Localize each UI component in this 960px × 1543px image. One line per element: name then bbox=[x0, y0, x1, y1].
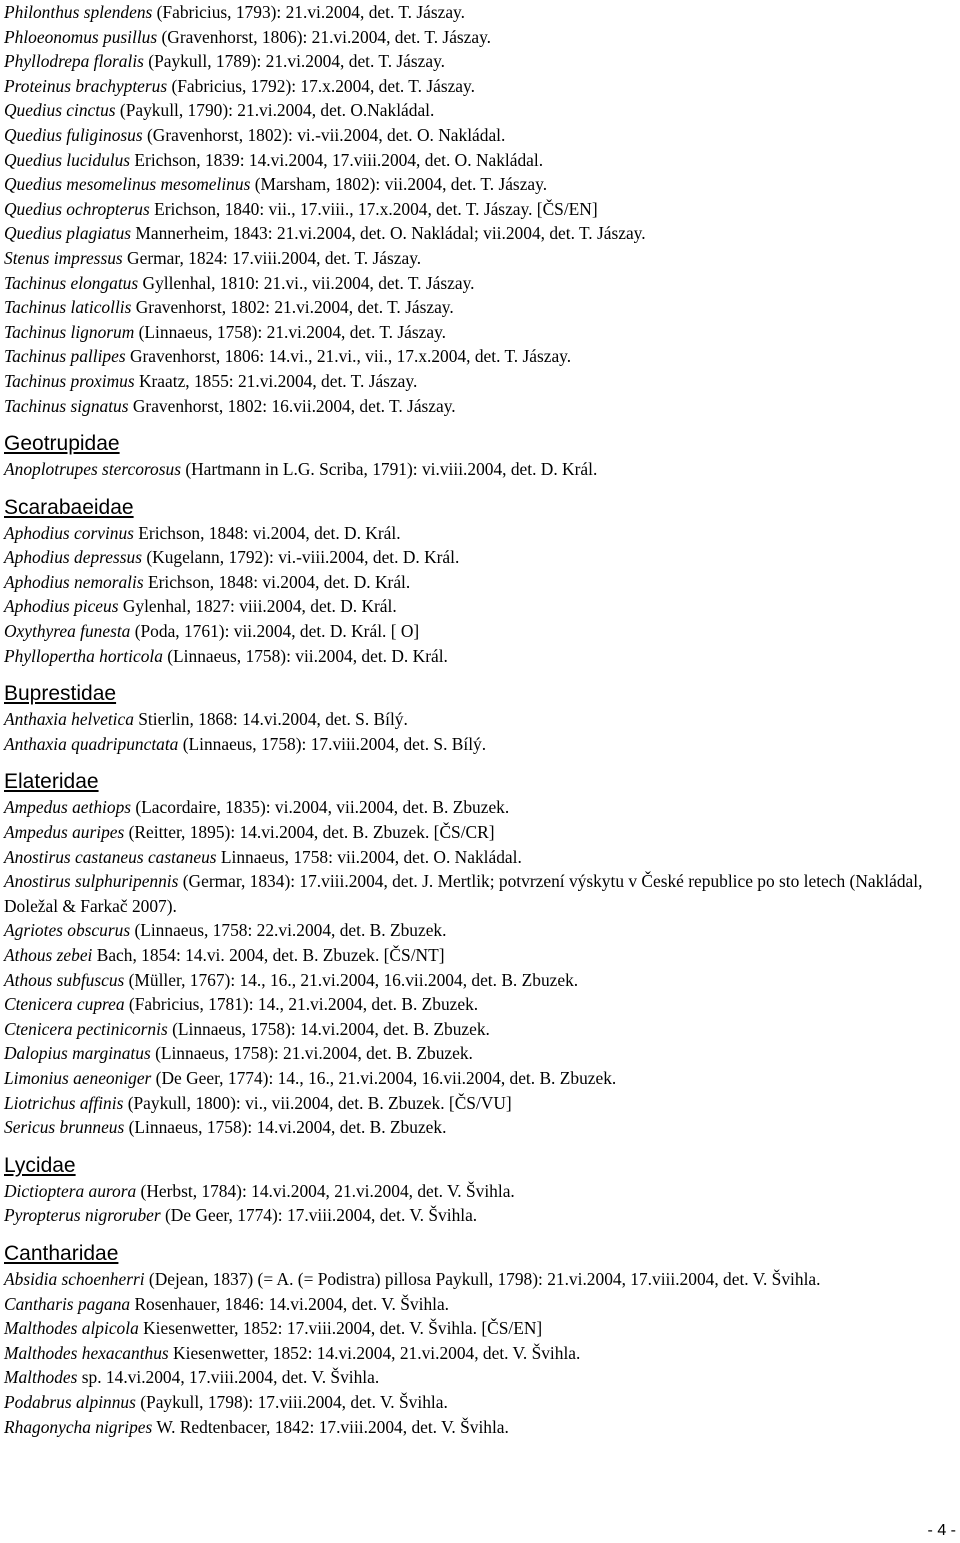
species-name: Proteinus brachypterus bbox=[4, 75, 168, 96]
record-details: sp. 14.vi.2004, 17.viii.2004, det. V. Švihla. bbox=[77, 1367, 380, 1388]
record-details: Gravenhorst, 1802: 21.vi.2004, det. T. Jászay. bbox=[131, 297, 454, 318]
species-name: Athous zebei bbox=[4, 945, 93, 965]
species-record bbox=[4, 1267, 959, 1292]
record-details: (Hartmann in L.G. Scriba, 1791): vi.viii.2004, det. D. Král. bbox=[180, 459, 598, 480]
record-details: (Poda, 1761): vii.2004, det. D. Král. [ O] bbox=[130, 621, 420, 642]
page-number: - 4 - bbox=[927, 1522, 956, 1539]
record-details: (Fabricius, 1793): 21.vi.2004, det. T. Jászay. bbox=[152, 2, 465, 22]
species-name: Agriotes obscurus bbox=[4, 920, 131, 941]
species-name: Oxythyrea funesta bbox=[4, 621, 131, 642]
species-record bbox=[4, 795, 959, 820]
record-details: (Linnaeus, 1758): 21.vi.2004, det. B. Zbuzek. bbox=[150, 1043, 473, 1064]
species-record bbox=[4, 344, 959, 369]
record-details: Mannerheim, 1843: 21.vi.2004, det. O. Nakládal; vii.2004, det. T. Jászay. bbox=[131, 223, 646, 244]
species-record bbox=[4, 820, 959, 845]
record-details: (Herbst, 1784): 14.vi.2004, 21.vi.2004, det. V. Švihla. bbox=[136, 1180, 515, 1201]
family-section bbox=[4, 496, 959, 669]
species-name: Tachinus proximus bbox=[4, 370, 135, 391]
species-name: Tachinus elongatus bbox=[4, 272, 139, 293]
species-record bbox=[4, 992, 959, 1017]
family-heading: Elateridae bbox=[4, 770, 99, 794]
record-details: Rosenhauer, 1846: 14.vi.2004, det. V. Švihla. bbox=[130, 1293, 450, 1314]
species-record bbox=[4, 221, 959, 246]
species-name: Pyropterus nigroruber bbox=[4, 1205, 161, 1226]
family-section bbox=[4, 1154, 959, 1228]
species-name: Malthodes bbox=[4, 1367, 78, 1388]
record-details: Gylenhal, 1827: viii.2004, det. D. Král. bbox=[118, 596, 397, 617]
species-record bbox=[4, 148, 959, 173]
species-name: Athous subfuscus bbox=[4, 969, 125, 990]
species-record bbox=[4, 545, 959, 570]
record-details: (Lacordaire, 1835): vi.2004, vii.2004, det. B. Zbuzek. bbox=[131, 797, 510, 818]
species-record bbox=[4, 394, 959, 419]
species-name: Podabrus alpinnus bbox=[4, 1391, 136, 1412]
family-heading: Buprestidae bbox=[4, 682, 117, 706]
species-name: Ctenicera pectinicornis bbox=[4, 1018, 168, 1039]
species-name: Malthodes hexacanthus bbox=[4, 1342, 169, 1363]
family-section bbox=[4, 770, 959, 1139]
document-page bbox=[4, 0, 959, 1439]
species-name: Anostirus castaneus castaneus bbox=[4, 846, 217, 867]
record-details: (Linnaeus, 1758): 21.vi.2004, det. T. Jászay. bbox=[134, 321, 446, 342]
record-details: (De Geer, 1774): 14., 16., 21.vi.2004, 16.vii.2004, det. B. Zbuzek. bbox=[151, 1067, 617, 1088]
species-name: Ampedus aethiops bbox=[4, 797, 132, 818]
record-details: Erichson, 1840: vii., 17.viii., 17.x.2004, det. T. Jászay. [ČS/EN] bbox=[149, 198, 598, 219]
family-heading: Cantharidae bbox=[4, 1241, 119, 1265]
record-details: Germar, 1824: 17.viii.2004, det. T. Jászay. bbox=[122, 247, 422, 268]
species-name: Phyllopertha horticola bbox=[4, 645, 163, 666]
species-name: Tachinus laticollis bbox=[4, 297, 132, 318]
species-record bbox=[4, 570, 959, 595]
species-name: Aphodius nemoralis bbox=[4, 571, 144, 592]
record-details: Kiesenwetter, 1852: 17.viii.2004, det. V. Švihla. [ČS/EN] bbox=[138, 1318, 543, 1339]
species-record bbox=[4, 246, 959, 271]
record-details: (Fabricius, 1792): 17.x.2004, det. T. Jászay. bbox=[167, 75, 475, 96]
family-heading: Lycidae bbox=[4, 1153, 76, 1177]
species-name: Cantharis pagana bbox=[4, 1293, 131, 1314]
species-record bbox=[4, 197, 959, 222]
species-name: Aphodius piceus bbox=[4, 596, 119, 617]
record-details: (Kugelann, 1792): vi.-viii.2004, det. D. Král. bbox=[142, 547, 460, 568]
family-section bbox=[4, 1242, 959, 1439]
species-name: Phyllodrepa floralis bbox=[4, 51, 144, 72]
family-heading: Geotrupidae bbox=[4, 432, 120, 456]
species-record bbox=[4, 271, 959, 296]
record-details: Gravenhorst, 1802: 16.vii.2004, det. T. Jászay. bbox=[128, 395, 456, 416]
species-record bbox=[4, 1365, 959, 1390]
species-name: Anthaxia helvetica bbox=[4, 709, 134, 730]
record-details: (Reitter, 1895): 14.vi.2004, det. B. Zbuzek. [ČS/CR] bbox=[124, 822, 495, 843]
species-record bbox=[4, 49, 959, 74]
species-record bbox=[4, 943, 959, 968]
species-name: Quedius cinctus bbox=[4, 100, 116, 121]
species-record bbox=[4, 521, 959, 546]
species-name: Quedius mesomelinus mesomelinus bbox=[4, 174, 251, 195]
family-heading: Scarabaeidae bbox=[4, 495, 134, 519]
species-name: Liotrichus affinis bbox=[4, 1092, 124, 1113]
species-name: Ctenicera cuprea bbox=[4, 994, 125, 1015]
species-name: Anthaxia quadripunctata bbox=[4, 733, 179, 754]
species-record bbox=[4, 457, 959, 482]
species-name: Anostirus sulphuripennis bbox=[4, 871, 179, 892]
record-details: (Linnaeus, 1758): 14.vi.2004, det. B. Zbuzek. bbox=[124, 1117, 447, 1138]
record-details: (Fabricius, 1781): 14., 21.vi.2004, det. B. Zbuzek. bbox=[124, 994, 479, 1015]
record-details: Kiesenwetter, 1852: 14.vi.2004, 21.vi.2004, det. V. Švihla. bbox=[168, 1342, 581, 1363]
species-record bbox=[4, 369, 959, 394]
species-name: Aphodius depressus bbox=[4, 547, 142, 568]
record-details: (Dejean, 1837) (= A. (= Podistra) pillosa Paykull, 1798): 21.vi.2004, 17.viii.2004, det. V. Švihla. bbox=[144, 1268, 821, 1289]
record-details: (Linnaeus, 1758): 17.viii.2004, det. S. Bílý. bbox=[178, 733, 487, 754]
record-details: Kraatz, 1855: 21.vi.2004, det. T. Jászay. bbox=[134, 370, 418, 391]
record-details: (Linnaeus, 1758): vii.2004, det. D. Král. bbox=[162, 645, 448, 666]
record-details: (Marsham, 1802): vii.2004, det. T. Jászay. bbox=[250, 174, 548, 195]
species-record bbox=[4, 732, 959, 757]
species-name: Aphodius corvinus bbox=[4, 522, 134, 543]
species-record bbox=[4, 1091, 959, 1116]
species-name: Absidia schoenherri bbox=[4, 1268, 145, 1289]
record-details: (Gravenhorst, 1806): 21.vi.2004, det. T. Jászay. bbox=[157, 26, 492, 47]
record-details: Bach, 1854: 14.vi. 2004, det. B. Zbuzek. [ČS/NT] bbox=[92, 945, 445, 965]
species-record bbox=[4, 968, 959, 993]
species-name: Philonthus splendens bbox=[4, 2, 153, 22]
species-record bbox=[4, 1017, 959, 1042]
species-record bbox=[4, 1390, 959, 1415]
species-name: Malthodes alpicola bbox=[4, 1318, 139, 1339]
record-details: (Paykull, 1790): 21.vi.2004, det. O.Nakládal. bbox=[115, 100, 435, 121]
family-section bbox=[4, 682, 959, 756]
record-details: Erichson, 1839: 14.vi.2004, 17.viii.2004, det. O. Nakládal. bbox=[130, 149, 544, 170]
record-details: (Paykull, 1798): 17.viii.2004, det. V. Švihla. bbox=[135, 1391, 448, 1412]
species-record bbox=[4, 1203, 959, 1228]
record-details: (Linnaeus, 1758): 14.vi.2004, det. B. Zbuzek. bbox=[167, 1018, 490, 1039]
species-record bbox=[4, 123, 959, 148]
species-name: Tachinus lignorum bbox=[4, 321, 135, 342]
species-record bbox=[4, 172, 959, 197]
species-record bbox=[4, 1066, 959, 1091]
species-record bbox=[4, 0, 959, 25]
species-record bbox=[4, 1041, 959, 1066]
species-name: Ampedus auripes bbox=[4, 822, 125, 843]
species-name: Quedius ochropterus bbox=[4, 198, 150, 219]
family-section bbox=[4, 432, 959, 482]
species-record bbox=[4, 1341, 959, 1366]
species-record bbox=[4, 1316, 959, 1341]
species-record bbox=[4, 98, 959, 123]
species-record bbox=[4, 1179, 959, 1204]
species-record bbox=[4, 1415, 959, 1440]
species-name: Rhagonycha nigripes bbox=[4, 1416, 153, 1437]
species-name: Quedius lucidulus bbox=[4, 149, 131, 170]
record-details: (Gravenhorst, 1802): vi.-vii.2004, det. O. Nakládal. bbox=[142, 124, 506, 145]
family-section bbox=[4, 0, 959, 418]
species-name: Tachinus signatus bbox=[4, 395, 129, 416]
species-name: Quedius plagiatus bbox=[4, 223, 132, 244]
record-details: (De Geer, 1774): 17.viii.2004, det. V. Švihla. bbox=[160, 1205, 478, 1226]
species-name: Tachinus pallipes bbox=[4, 346, 126, 367]
species-record bbox=[4, 594, 959, 619]
species-name: Dictioptera aurora bbox=[4, 1180, 137, 1201]
species-record bbox=[4, 1115, 959, 1140]
species-name: Sericus brunneus bbox=[4, 1117, 125, 1138]
species-record bbox=[4, 320, 959, 345]
species-name: Quedius fuliginosus bbox=[4, 124, 143, 145]
species-record bbox=[4, 295, 959, 320]
record-details: Gyllenhal, 1810: 21.vi., vii.2004, det. T. Jászay. bbox=[138, 272, 475, 293]
species-name: Stenus impressus bbox=[4, 247, 123, 268]
species-record bbox=[4, 74, 959, 99]
record-details: (Paykull, 1789): 21.vi.2004, det. T. Jászay. bbox=[143, 51, 446, 72]
record-details: Linnaeus, 1758: vii.2004, det. O. Nakládal. bbox=[216, 846, 522, 867]
record-details: Erichson, 1848: vi.2004, det. D. Král. bbox=[133, 522, 401, 543]
record-details: (Germar, 1834): 17.viii.2004, det. J. Mertlik; potvrzení výskytu v České republice po sto letech (Nakládal, Doležal & Farkač 2007). bbox=[4, 871, 923, 916]
record-details: Erichson, 1848: vi.2004, det. D. Král. bbox=[143, 571, 411, 592]
record-details: (Paykull, 1800): vi., vii.2004, det. B. Zbuzek. [ČS/VU] bbox=[123, 1092, 512, 1113]
species-name: Dalopius marginatus bbox=[4, 1043, 151, 1064]
species-record bbox=[4, 25, 959, 50]
record-details: Stierlin, 1868: 14.vi.2004, det. S. Bílý. bbox=[133, 709, 408, 730]
species-name: Phloeonomus pusillus bbox=[4, 26, 158, 47]
species-record bbox=[4, 707, 959, 732]
species-record bbox=[4, 619, 959, 644]
record-details: (Linnaeus, 1758: 22.vi.2004, det. B. Zbuzek. bbox=[130, 920, 447, 941]
record-details: Gravenhorst, 1806: 14.vi., 21.vi., vii., 17.x.2004, det. T. Jászay. bbox=[125, 346, 572, 367]
species-name: Anoplotrupes stercorosus bbox=[4, 459, 181, 480]
species-record bbox=[4, 918, 959, 943]
species-record bbox=[4, 1292, 959, 1317]
species-record bbox=[4, 845, 959, 870]
species-record bbox=[4, 644, 959, 669]
record-details: W. Redtenbacer, 1842: 17.viii.2004, det. V. Švihla. bbox=[152, 1416, 509, 1437]
record-details: (Müller, 1767): 14., 16., 21.vi.2004, 16.vii.2004, det. B. Zbuzek. bbox=[124, 969, 579, 990]
species-name: Limonius aeneoniger bbox=[4, 1067, 152, 1088]
species-record bbox=[4, 869, 959, 918]
